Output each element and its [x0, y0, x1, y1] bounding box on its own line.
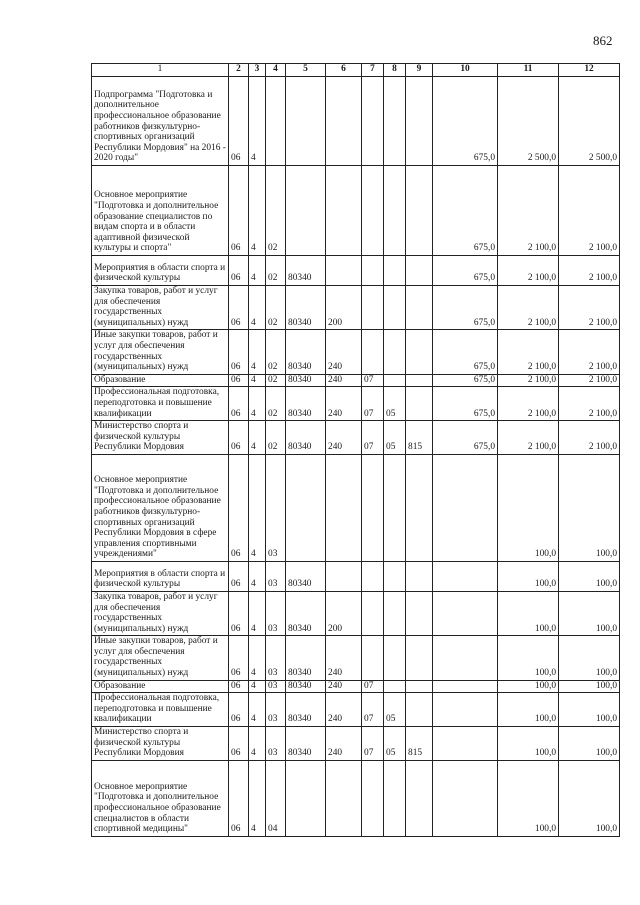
cell-col-6: 200	[326, 591, 362, 635]
table-row	[92, 727, 620, 761]
cell-col-10	[433, 760, 498, 836]
cell-col-3: 4	[249, 387, 266, 421]
cell-col-12: 100,0	[559, 680, 620, 693]
cell-col-12: 100,0	[559, 561, 620, 591]
row-name-cell: Мероприятия в области спорта и физической культуры	[92, 561, 229, 591]
cell-col-11: 100,0	[498, 760, 559, 836]
cell-col-2: 06	[229, 680, 249, 693]
cell-col-11: 2 100,0	[498, 421, 559, 455]
cell-col-12: 100,0	[559, 693, 620, 727]
cell-col-9	[406, 561, 433, 591]
cell-col-6	[326, 166, 362, 256]
column-header-11: 11	[498, 64, 559, 77]
cell-col-9	[406, 256, 433, 286]
cell-col-2: 06	[229, 454, 249, 561]
cell-col-6: 240	[326, 330, 362, 374]
cell-col-6: 200	[326, 286, 362, 330]
row-name-cell: Иные закупки товаров, работ и услуг для обеспечения государственных (муниципальных) нужд	[92, 636, 229, 680]
cell-col-10: 675,0	[433, 330, 498, 374]
table-row	[92, 421, 620, 455]
cell-col-10	[433, 680, 498, 693]
cell-col-4: 02	[266, 166, 286, 256]
cell-col-5: 80340	[286, 286, 326, 330]
header-row	[92, 64, 620, 77]
cell-col-3: 4	[249, 286, 266, 330]
cell-col-6	[326, 454, 362, 561]
cell-col-10: 675,0	[433, 286, 498, 330]
table-row	[92, 693, 620, 727]
column-header-2: 2	[229, 64, 249, 77]
row-name-cell: Закупка товаров, работ и услуг для обеспечения государственных (муниципальных) нужд	[92, 591, 229, 635]
cell-col-9	[406, 387, 433, 421]
table-row	[92, 680, 620, 693]
cell-col-7	[362, 591, 384, 635]
cell-col-12: 2 100,0	[559, 387, 620, 421]
cell-col-6	[326, 561, 362, 591]
cell-col-9	[406, 286, 433, 330]
cell-col-8: 05	[384, 387, 406, 421]
cell-col-10	[433, 636, 498, 680]
cell-col-3: 4	[249, 374, 266, 387]
cell-col-6: 240	[326, 387, 362, 421]
row-name-cell: Основное мероприятие "Подготовка и дополнительное образование специалистов по видам спорта и в области адаптивной физической культуры и спорта"	[92, 166, 229, 256]
cell-col-12: 2 100,0	[559, 256, 620, 286]
cell-col-6: 240	[326, 727, 362, 761]
cell-col-2: 06	[229, 693, 249, 727]
cell-col-11: 100,0	[498, 680, 559, 693]
table-row	[92, 591, 620, 635]
row-name-cell: Основное мероприятие "Подготовка и дополнительное профессиональное образование работников физкультурно-спортивных организаций Республики Мордовия в сфере управления спортивными учреждениями"	[92, 454, 229, 561]
cell-col-10: 675,0	[433, 421, 498, 455]
cell-col-8: 05	[384, 421, 406, 455]
cell-col-4: 03	[266, 680, 286, 693]
cell-col-8	[384, 374, 406, 387]
column-header-1: 1	[92, 64, 229, 77]
cell-col-4: 03	[266, 636, 286, 680]
cell-col-4: 02	[266, 286, 286, 330]
cell-col-10: 675,0	[433, 374, 498, 387]
cell-col-10: 675,0	[433, 256, 498, 286]
cell-col-8	[384, 760, 406, 836]
cell-col-9	[406, 680, 433, 693]
cell-col-2: 06	[229, 636, 249, 680]
column-header-10: 10	[433, 64, 498, 77]
cell-col-5	[286, 166, 326, 256]
cell-col-7	[362, 166, 384, 256]
table-row	[92, 561, 620, 591]
column-header-9: 9	[406, 64, 433, 77]
cell-col-3: 4	[249, 330, 266, 374]
cell-col-8	[384, 286, 406, 330]
table-row	[92, 256, 620, 286]
cell-col-5: 80340	[286, 693, 326, 727]
cell-col-9	[406, 591, 433, 635]
cell-col-5	[286, 454, 326, 561]
column-header-5: 5	[286, 64, 326, 77]
table-row	[92, 374, 620, 387]
cell-col-9	[406, 760, 433, 836]
cell-col-9: 815	[406, 421, 433, 455]
cell-col-7: 07	[362, 387, 384, 421]
cell-col-10	[433, 561, 498, 591]
cell-col-11: 2 100,0	[498, 286, 559, 330]
table-row	[92, 636, 620, 680]
cell-col-11: 100,0	[498, 454, 559, 561]
cell-col-11: 2 500,0	[498, 77, 559, 166]
cell-col-10: 675,0	[433, 387, 498, 421]
cell-col-12: 2 500,0	[559, 77, 620, 166]
cell-col-12: 100,0	[559, 636, 620, 680]
row-name-cell: Иные закупки товаров, работ и услуг для обеспечения государственных (муниципальных) нужд	[92, 330, 229, 374]
cell-col-4: 03	[266, 561, 286, 591]
cell-col-9: 815	[406, 727, 433, 761]
table-row	[92, 166, 620, 256]
cell-col-5: 80340	[286, 256, 326, 286]
cell-col-10	[433, 693, 498, 727]
cell-col-2: 06	[229, 330, 249, 374]
cell-col-6: 240	[326, 680, 362, 693]
cell-col-3: 4	[249, 636, 266, 680]
cell-col-12: 2 100,0	[559, 330, 620, 374]
cell-col-3: 4	[249, 454, 266, 561]
cell-col-8	[384, 680, 406, 693]
cell-col-5: 80340	[286, 636, 326, 680]
cell-col-5	[286, 760, 326, 836]
cell-col-8	[384, 77, 406, 166]
column-header-8: 8	[384, 64, 406, 77]
cell-col-3: 4	[249, 680, 266, 693]
cell-col-8	[384, 166, 406, 256]
cell-col-4	[266, 77, 286, 166]
table-row	[92, 77, 620, 166]
cell-col-2: 06	[229, 374, 249, 387]
cell-col-3: 4	[249, 256, 266, 286]
cell-col-5	[286, 77, 326, 166]
cell-col-12: 2 100,0	[559, 374, 620, 387]
cell-col-12: 100,0	[559, 591, 620, 635]
column-header-4: 4	[266, 64, 286, 77]
cell-col-8	[384, 636, 406, 680]
cell-col-11: 100,0	[498, 693, 559, 727]
cell-col-10: 675,0	[433, 77, 498, 166]
table-row	[92, 330, 620, 374]
cell-col-9	[406, 454, 433, 561]
cell-col-11: 2 100,0	[498, 374, 559, 387]
cell-col-2: 06	[229, 256, 249, 286]
cell-col-6	[326, 77, 362, 166]
cell-col-2: 06	[229, 727, 249, 761]
cell-col-12: 2 100,0	[559, 421, 620, 455]
cell-col-9	[406, 77, 433, 166]
cell-col-6: 240	[326, 636, 362, 680]
cell-col-11: 100,0	[498, 636, 559, 680]
row-name-cell: Министерство спорта и физической культуры Республики Мордовия	[92, 421, 229, 455]
column-header-7: 7	[362, 64, 384, 77]
cell-col-2: 06	[229, 166, 249, 256]
cell-col-2: 06	[229, 591, 249, 635]
cell-col-12: 2 100,0	[559, 286, 620, 330]
cell-col-4: 04	[266, 760, 286, 836]
cell-col-5: 80340	[286, 387, 326, 421]
cell-col-10	[433, 591, 498, 635]
cell-col-9	[406, 693, 433, 727]
cell-col-5: 80340	[286, 561, 326, 591]
row-name-cell: Подпрограмма "Подготовка и дополнительное профессиональное образование работников физкультурно-спортивных организаций Республики Мордовия" на 2016 - 2020 годы"	[92, 77, 229, 166]
cell-col-4: 03	[266, 591, 286, 635]
cell-col-11: 2 100,0	[498, 330, 559, 374]
cell-col-3: 4	[249, 166, 266, 256]
cell-col-4: 03	[266, 693, 286, 727]
budget-table	[91, 63, 620, 837]
cell-col-5: 80340	[286, 727, 326, 761]
cell-col-7: 07	[362, 727, 384, 761]
cell-col-11: 2 100,0	[498, 387, 559, 421]
cell-col-9	[406, 374, 433, 387]
cell-col-9	[406, 166, 433, 256]
row-name-cell: Закупка товаров, работ и услуг для обеспечения государственных (муниципальных) нужд	[92, 286, 229, 330]
cell-col-10	[433, 727, 498, 761]
column-header-6: 6	[326, 64, 362, 77]
cell-col-7	[362, 454, 384, 561]
cell-col-3: 4	[249, 561, 266, 591]
cell-col-6: 240	[326, 421, 362, 455]
cell-col-6	[326, 760, 362, 836]
cell-col-11: 100,0	[498, 727, 559, 761]
cell-col-3: 4	[249, 421, 266, 455]
cell-col-3: 4	[249, 77, 266, 166]
cell-col-4: 03	[266, 727, 286, 761]
cell-col-3: 4	[249, 693, 266, 727]
cell-col-7	[362, 256, 384, 286]
cell-col-7	[362, 330, 384, 374]
cell-col-2: 06	[229, 760, 249, 836]
cell-col-2: 06	[229, 286, 249, 330]
cell-col-5: 80340	[286, 680, 326, 693]
cell-col-11: 2 100,0	[498, 256, 559, 286]
table-row	[92, 286, 620, 330]
cell-col-5: 80340	[286, 591, 326, 635]
row-name-cell: Профессиональная подготовка, переподготовка и повышение квалификации	[92, 693, 229, 727]
cell-col-4: 03	[266, 454, 286, 561]
cell-col-8: 05	[384, 727, 406, 761]
cell-col-5: 80340	[286, 421, 326, 455]
cell-col-2: 06	[229, 387, 249, 421]
row-name-cell: Образование	[92, 680, 229, 693]
cell-col-8: 05	[384, 693, 406, 727]
cell-col-8	[384, 561, 406, 591]
row-name-cell: Профессиональная подготовка, переподготовка и повышение квалификации	[92, 387, 229, 421]
cell-col-3: 4	[249, 591, 266, 635]
cell-col-12: 2 100,0	[559, 166, 620, 256]
page-number: 862	[593, 33, 613, 48]
cell-col-5: 80340	[286, 330, 326, 374]
cell-col-4: 02	[266, 256, 286, 286]
cell-col-2: 06	[229, 561, 249, 591]
cell-col-9	[406, 330, 433, 374]
cell-col-11: 100,0	[498, 561, 559, 591]
cell-col-8	[384, 591, 406, 635]
cell-col-7: 07	[362, 680, 384, 693]
cell-col-6	[326, 256, 362, 286]
cell-col-3: 4	[249, 760, 266, 836]
cell-col-7: 07	[362, 374, 384, 387]
cell-col-4: 02	[266, 387, 286, 421]
cell-col-12: 100,0	[559, 454, 620, 561]
cell-col-10	[433, 454, 498, 561]
table-row	[92, 454, 620, 561]
column-header-3: 3	[249, 64, 266, 77]
cell-col-2: 06	[229, 77, 249, 166]
cell-col-7	[362, 760, 384, 836]
cell-col-4: 02	[266, 330, 286, 374]
cell-col-8	[384, 256, 406, 286]
cell-col-11: 2 100,0	[498, 166, 559, 256]
cell-col-4: 02	[266, 421, 286, 455]
cell-col-5: 80340	[286, 374, 326, 387]
cell-col-8	[384, 330, 406, 374]
cell-col-10: 675,0	[433, 166, 498, 256]
cell-col-7: 07	[362, 693, 384, 727]
cell-col-2: 06	[229, 421, 249, 455]
cell-col-12: 100,0	[559, 727, 620, 761]
table-row	[92, 760, 620, 836]
cell-col-12: 100,0	[559, 760, 620, 836]
cell-col-3: 4	[249, 727, 266, 761]
row-name-cell: Мероприятия в области спорта и физической культуры	[92, 256, 229, 286]
cell-col-11: 100,0	[498, 591, 559, 635]
cell-col-6: 240	[326, 693, 362, 727]
cell-col-7	[362, 286, 384, 330]
row-name-cell: Основное мероприятие "Подготовка и дополнительное профессиональное образование специалистов в области спортивной медицины"	[92, 760, 229, 836]
row-name-cell: Министерство спорта и физической культуры Республики Мордовия	[92, 727, 229, 761]
cell-col-7	[362, 561, 384, 591]
cell-col-9	[406, 636, 433, 680]
cell-col-7	[362, 636, 384, 680]
row-name-cell: Образование	[92, 374, 229, 387]
cell-col-7	[362, 77, 384, 166]
cell-col-4: 02	[266, 374, 286, 387]
cell-col-7: 07	[362, 421, 384, 455]
table-row	[92, 387, 620, 421]
column-header-12: 12	[559, 64, 620, 77]
cell-col-6: 240	[326, 374, 362, 387]
cell-col-8	[384, 454, 406, 561]
table-body	[92, 77, 620, 837]
